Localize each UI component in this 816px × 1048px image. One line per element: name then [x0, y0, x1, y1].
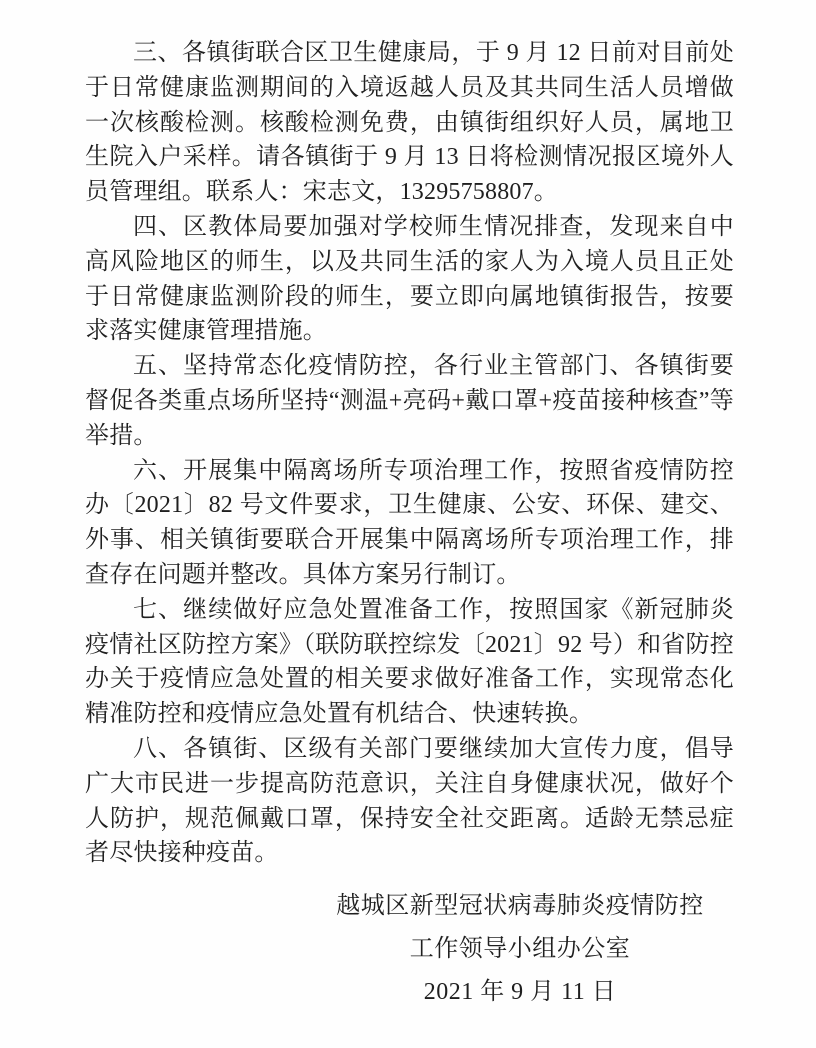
signature-org-line-1: 越城区新型冠状病毒肺炎疫情防控: [336, 893, 704, 920]
signature-date: 2021 年 9 月 11 日: [423, 979, 617, 1006]
paragraph-item-5: 五、坚持常态化疫情防控，各行业主管部门、各镇街要督促各类重点场所坚持“测温+亮码+戴口罩+疫苗接种核查”等举措。: [85, 353, 734, 449]
paragraph-item-8: 八、各镇街、区级有关部门要继续加大宣传力度，倡导广大市民进一步提高防范意识，关注自身健康状况，做好个人防护，规范佩戴口罩，保持安全社交距离。适龄无禁忌症者尽快接种疫苗。: [85, 735, 734, 867]
paragraph-item-7: 七、继续做好应急处置准备工作，按照国家《新冠肺炎疫情社区防控方案》（联防联控综发〔2021〕92 号）和省防控办关于疫情应急处置的相关要求做好准备工作，实现常态化精准防控和疫情应急处置有机结合、快速转换。: [85, 596, 734, 728]
paragraph-item-3: 三、各镇街联合区卫生健康局，于 9 月 12 日前对目前处于日常健康监测期间的入境返越人员及其共同生活人员增做一次核酸检测。核酸检测免费，由镇街组织好人员，属地卫生院入户采样。请各镇街于 9 月 13 日将检测情况报区境外人员管理组。联系人：宋志文，13295758807。: [85, 40, 734, 206]
document-body: [85, 36, 734, 1014]
paragraph-item-4: 四、区教体局要加强对学校师生情况排查，发现来自中高风险地区的师生，以及共同生活的家人为入境人员且正处于日常健康监测阶段的师生，要立即向属地镇街报告，按要求落实健康管理措施。: [85, 213, 734, 345]
signature-block: [334, 885, 706, 1014]
paragraph-item-6: 六、开展集中隔离场所专项治理工作，按照省疫情防控办〔2021〕82 号文件要求，卫生健康、公安、环保、建交、外事、相关镇街要联合开展集中隔离场所专项治理工作，排查存在问题并整改。具体方案另行制订。: [85, 457, 734, 588]
signature-org-line-2: 工作领导小组办公室: [409, 936, 631, 963]
